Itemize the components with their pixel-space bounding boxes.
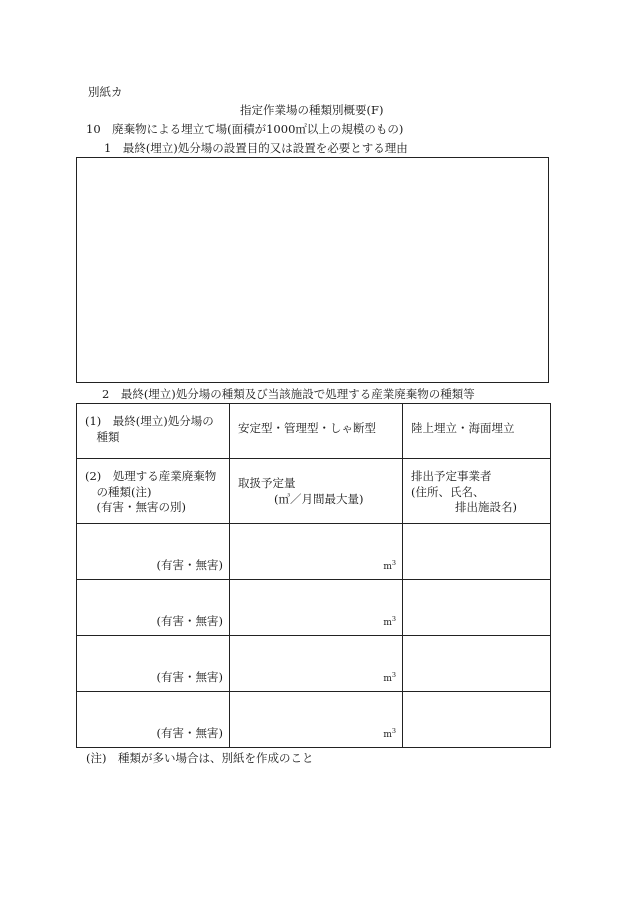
waste-kind-header [77, 459, 230, 524]
annex-label: 別紙カ [88, 85, 123, 99]
unit-label: $m^3$ [383, 670, 396, 684]
item1-heading: 1 最終(埋立)処分場の設置目的又は設置を必要とする理由 [104, 141, 408, 155]
type-label-line2: 種類 [85, 429, 120, 444]
amount-line2: (㎥／月間最大量) [274, 491, 364, 506]
item2-heading: 2 最終(埋立)処分場の種類及び当該施設で処理する産業廃棄物の種類等 [102, 387, 475, 401]
unit-label: $m^3$ [383, 726, 396, 740]
waste-table [76, 403, 551, 748]
amount-cell[interactable] [230, 636, 403, 692]
table-row [77, 524, 551, 580]
emitter-line3: 排出施設名) [455, 500, 517, 515]
waste-kind-line3: (有害・無害の別) [85, 500, 186, 515]
landfill-location-cell[interactable] [403, 404, 551, 459]
amount-cell[interactable] [230, 524, 403, 580]
type-label-cell [77, 404, 230, 459]
emitter-cell[interactable] [403, 524, 551, 580]
emitter-cell[interactable] [403, 580, 551, 636]
emitter-cell[interactable] [403, 636, 551, 692]
table-row [77, 580, 551, 636]
hazard-option: (有害・無害) [156, 670, 223, 685]
unit-label: $m^3$ [383, 614, 396, 628]
emitter-header [403, 459, 551, 524]
amount-cell[interactable] [230, 692, 403, 748]
hazard-option: (有害・無害) [156, 614, 223, 629]
waste-kind-cell[interactable] [77, 580, 230, 636]
page-title: 指定作業場の種類別概要(F) [240, 103, 384, 117]
waste-kind-cell[interactable] [77, 636, 230, 692]
type-label-line1: (1) 最終(埋立)処分場の [85, 414, 214, 428]
unit-label: $m^3$ [383, 558, 396, 572]
landfill-types-cell[interactable] [230, 404, 403, 459]
landfill-location: 陸上埋立・海面埋立 [411, 421, 515, 435]
waste-kind-cell[interactable] [77, 524, 230, 580]
waste-kind-line2: の種類(注) [85, 484, 152, 499]
footnote: (注) 種類が多い場合は、別紙を作成のこと [86, 751, 314, 765]
hazard-option: (有害・無害) [156, 558, 223, 573]
waste-kind-line1: (2) 処理する産業廃棄物 [85, 469, 217, 483]
section-heading: 10 廃棄物による埋立て場(面積が1000㎡以上の規模のもの) [86, 122, 404, 136]
hazard-option: (有害・無害) [156, 726, 223, 741]
emitter-line2: (住所、氏名、 [411, 484, 485, 499]
amount-line1: 取扱予定量 [238, 476, 296, 490]
table-header-row [77, 459, 551, 524]
purpose-box[interactable] [76, 157, 549, 383]
amount-cell[interactable] [230, 580, 403, 636]
emitter-cell[interactable] [403, 692, 551, 748]
amount-header [230, 459, 403, 524]
landfill-types: 安定型・管理型・しゃ断型 [238, 421, 376, 435]
emitter-line1: 排出予定事業者 [411, 469, 492, 483]
table-row [77, 636, 551, 692]
table-row [77, 692, 551, 748]
table-row [77, 404, 551, 459]
waste-kind-cell[interactable] [77, 692, 230, 748]
